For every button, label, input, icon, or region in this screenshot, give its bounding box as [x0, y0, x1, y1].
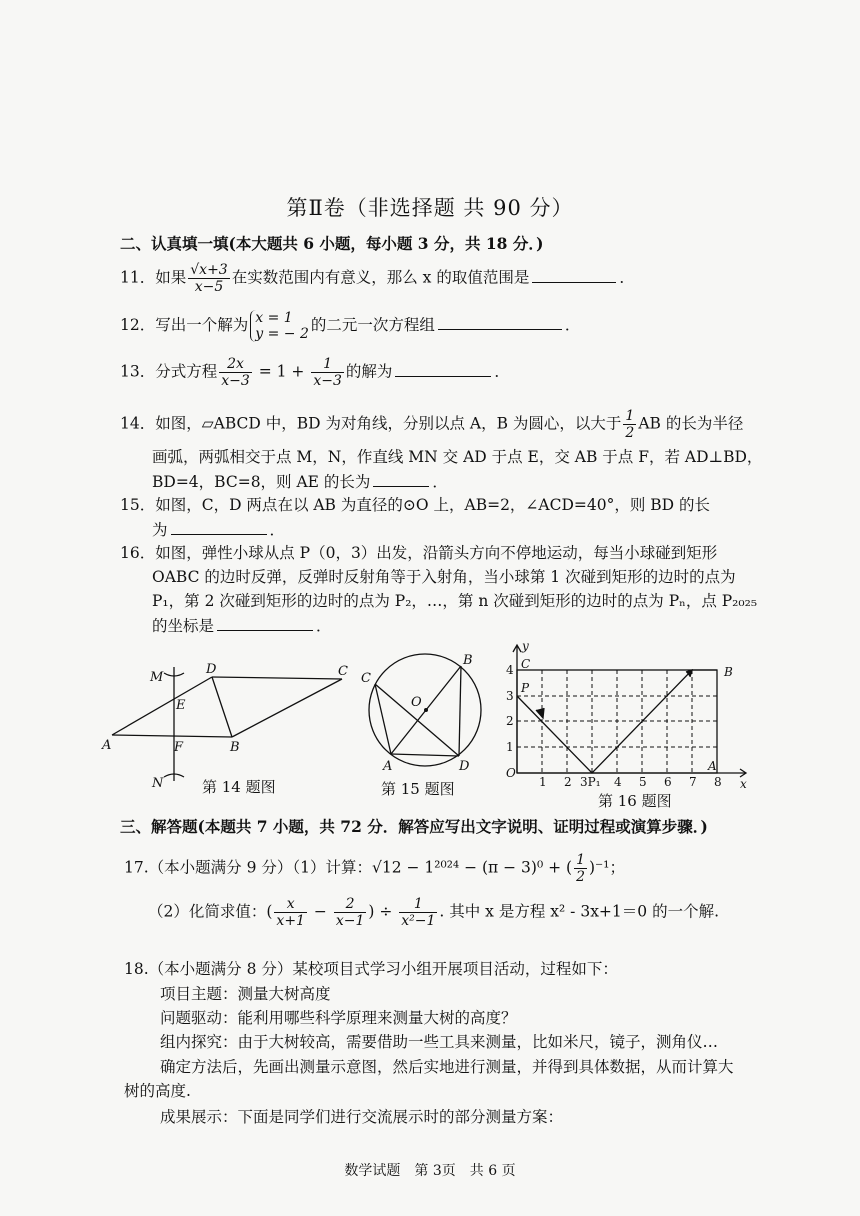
fig15-center-point — [424, 708, 428, 712]
q11-number: 11． — [120, 268, 156, 287]
question-13 — [120, 356, 510, 389]
fig16-ytick-4: 4 — [506, 663, 514, 677]
q16-end: ． — [316, 617, 332, 635]
q13-end: ． — [494, 362, 510, 381]
q15-end: ． — [269, 521, 286, 539]
question-17-part-2 — [148, 896, 719, 929]
fig14-label-e: E — [176, 698, 186, 713]
q17-a-den: x+1 — [276, 913, 305, 929]
q13-f2-den: x−3 — [313, 373, 342, 389]
q12-row1: x = 1 — [255, 310, 293, 326]
q17-c-num: 1 — [399, 896, 437, 913]
q11-text: 在实数范围内有意义，那么 x 的取值范围是 — [231, 268, 530, 287]
q17-text-1-end: )⁻¹； — [589, 858, 625, 877]
fig16-label-y: y — [522, 640, 529, 653]
q17-text-1: 17.（本小题满分 9 分）（1）计算：√12 − 1²⁰²⁴ − (π − 3)⁰ + ( — [124, 858, 573, 877]
q13-f1-den: x−3 — [221, 373, 250, 389]
fig16-xtick-4: 4 — [614, 775, 622, 789]
question-18-line-7: 成果展示：下面是同学们进行交流展示时的部分测量方案： — [160, 1108, 564, 1126]
section-3-heading: 三、解答题(本题共 7 小题，共 72 分．解答应写出文字说明、证明过程或演算步骤．) — [120, 817, 708, 836]
q13-prefix: 分式方程 — [155, 362, 218, 381]
figure-16 — [500, 640, 760, 790]
q17-text-2-pre: （2）化简求值：( — [148, 902, 273, 921]
fig15-label-d: D — [459, 759, 470, 774]
fig16-label-b: B — [724, 665, 733, 679]
q14-frac-den: 2 — [625, 425, 635, 441]
fig14-label-b: B — [230, 740, 240, 755]
question-18-line-2: 项目主题：测量大树高度 — [160, 985, 331, 1003]
q13-fraction-1 — [219, 356, 252, 389]
fig15-label-o: O — [411, 695, 422, 710]
q17-half — [574, 852, 587, 885]
fig16-label-p1: 3P₁ — [580, 775, 601, 789]
q12-system — [250, 310, 309, 342]
q12-answer-blank[interactable] — [438, 313, 562, 330]
q17-half-num: 1 — [576, 852, 585, 868]
fig16-label-c: C — [521, 657, 531, 671]
q14-end: ． — [432, 473, 448, 491]
fig16-xtick-5: 5 — [639, 775, 647, 789]
q17-b-num: 2 — [334, 896, 367, 913]
fig16-label-x: x — [740, 777, 747, 790]
fig16-ytick-2: 2 — [506, 714, 514, 728]
fig16-xtick-7: 7 — [689, 775, 697, 789]
fig14-caption: 第 14 题图 — [202, 778, 276, 796]
q12-prefix: 写出一个解为 — [155, 316, 249, 334]
q17-frac-a — [274, 896, 307, 929]
fig16-grid — [517, 670, 717, 773]
fig16-label-p: P — [521, 681, 530, 695]
question-16-line-1: 16．如图，弹性小球从点 P（0，3）出发，沿箭头方向不停地运动，每当小球碰到矩形 — [120, 544, 718, 562]
question-18-line-6: 树的高度. — [124, 1082, 191, 1100]
q14-fraction — [623, 408, 636, 441]
q13-text: 的解为 — [345, 362, 393, 381]
page-title: 第Ⅱ卷（非选择题 共 90 分） — [286, 196, 574, 220]
figure-14 — [100, 655, 360, 795]
fig15-label-b: B — [463, 653, 473, 668]
question-11 — [120, 262, 635, 295]
fig16-label-a: A — [708, 759, 717, 773]
fig16-xtick-6: 6 — [664, 775, 672, 789]
question-12 — [120, 310, 580, 342]
question-18-line-3: 问题驱动：能利用哪些科学原理来测量大树的高度？ — [160, 1009, 517, 1027]
question-14-line-2: 画弧，两弧相交于点 M，N，作直线 MN 交 AD 于点 E，交 AB 于点 F，若 AD⊥BD， — [152, 448, 763, 466]
q14-text-1: 14．如图，▱ABCD 中，BD 为对角线，分别以点 A，B 为圆心，以大于 — [120, 414, 622, 433]
fig14-label-d: D — [206, 662, 217, 677]
fig14-side-bc — [232, 679, 342, 737]
q11-prefix: 如果 — [155, 268, 187, 287]
q14-text-1b: AB 的长为半径 — [638, 414, 744, 433]
q12-row2: y = − 2 — [255, 326, 309, 342]
question-14-line-1 — [120, 408, 743, 441]
section-2-heading: 二、认真填一填(本大题共 6 小题，每小题 3 分，共 18 分．) — [120, 234, 544, 253]
q17-c-den: x²−1 — [401, 913, 436, 929]
question-17-part-1 — [124, 852, 625, 885]
q11-frac-den: x−5 — [194, 279, 224, 295]
q17-b-den: x−1 — [335, 913, 365, 929]
fig15-label-a: A — [383, 759, 393, 774]
fig16-xtick-8: 8 — [714, 775, 722, 789]
fig14-side-dc — [212, 677, 342, 679]
question-15-line-2 — [152, 518, 285, 541]
q11-fraction — [188, 262, 229, 295]
q14-text-3: BD=4，BC=8，则 AE 的长为 — [152, 473, 371, 491]
q17-div: ) ÷ — [368, 902, 398, 921]
q13-answer-blank[interactable] — [395, 360, 491, 377]
q17-text-2-post: . 其中 x 是方程 x² - 3x+1＝0 的一个解. — [439, 902, 719, 921]
question-14-line-3 — [152, 470, 448, 493]
q14-answer-blank[interactable] — [373, 470, 429, 487]
q17-half-den: 2 — [576, 869, 585, 885]
q13-fraction-2 — [311, 356, 344, 389]
q11-answer-blank[interactable] — [532, 266, 616, 283]
q13-f1-num: 2x — [219, 356, 252, 373]
page-footer: 数学试题 第 3页 共 6 页 — [344, 1163, 516, 1179]
q14-frac-num: 1 — [625, 408, 635, 424]
fig14-label-f: F — [174, 740, 184, 755]
q12-number: 12． — [120, 316, 156, 334]
fig14-label-m: M — [150, 670, 164, 685]
q16-answer-blank[interactable] — [217, 614, 313, 631]
fig16-xtick-1: 1 — [539, 775, 547, 789]
q17-frac-b — [334, 896, 367, 929]
question-18-line-4: 组内探究：由于大树较高，需要借助一些工具来测量，比如米尺，镜子，测角仪… — [160, 1033, 719, 1051]
fig16-ytick-3: 3 — [506, 689, 514, 703]
q13-number: 13． — [120, 362, 156, 381]
question-18-line-5: 确定方法后，先画出测量示意图，然后实地进行测量，并得到具体数据，从而计算大 — [160, 1058, 734, 1076]
fig14-label-c: C — [338, 664, 348, 679]
q17-minus: − — [308, 902, 332, 921]
fig15-chord-bd — [459, 666, 461, 756]
fig14-label-n: N — [152, 776, 164, 791]
fig14-side-ab — [112, 735, 232, 737]
question-16-line-3: P₁，第 2 次碰到矩形的边时的点为 P₂，…，第 n 次碰到矩形的边时的点为 Pₙ，点 P₂₀₂₅ — [152, 592, 758, 610]
q16-text-4: 的坐标是 — [152, 617, 215, 635]
q15-text-2: 为 — [152, 521, 168, 539]
fig16-caption: 第 16 题图 — [598, 792, 672, 810]
fig15-chord-ca — [375, 684, 391, 754]
q17-a-num: x — [274, 896, 307, 913]
fig14-diagonal-bd — [212, 677, 232, 737]
fig16-label-o: O — [506, 766, 516, 780]
q12-end: ． — [564, 316, 581, 334]
fig14-side-ad — [112, 677, 212, 735]
q11-frac-num: √x+3 — [190, 262, 228, 278]
q15-answer-blank[interactable] — [171, 518, 267, 535]
q17-frac-c — [399, 896, 437, 929]
question-15-line-1: 15．如图，C，D 两点在以 AB 为直径的⊙O 上，AB=2，∠ACD=40°，则 BD 的长 — [120, 496, 711, 514]
fig15-label-c: C — [361, 671, 371, 686]
fig15-caption: 第 15 题图 — [381, 780, 455, 798]
fig16-ytick-1: 1 — [506, 740, 514, 754]
q13-mid: = 1 + — [253, 362, 310, 381]
question-16-line-4 — [152, 614, 332, 637]
question-16-line-2: OABC 的边时反弹，反弹时反射角等于入射角，当小球第 1 次碰到矩形的边时的点为 — [152, 568, 736, 586]
fig14-label-a: A — [102, 738, 112, 753]
q12-text: 的二元一次方程组 — [310, 316, 435, 334]
fig15-chord-ad — [391, 754, 459, 756]
q13-f2-num: 1 — [311, 356, 344, 373]
fig16-xtick-2: 2 — [564, 775, 572, 789]
figure-15 — [355, 650, 485, 780]
q11-end: ． — [619, 268, 635, 287]
question-18-line-1: 18.（本小题满分 8 分）某校项目式学习小组开展项目活动，过程如下： — [124, 960, 618, 978]
